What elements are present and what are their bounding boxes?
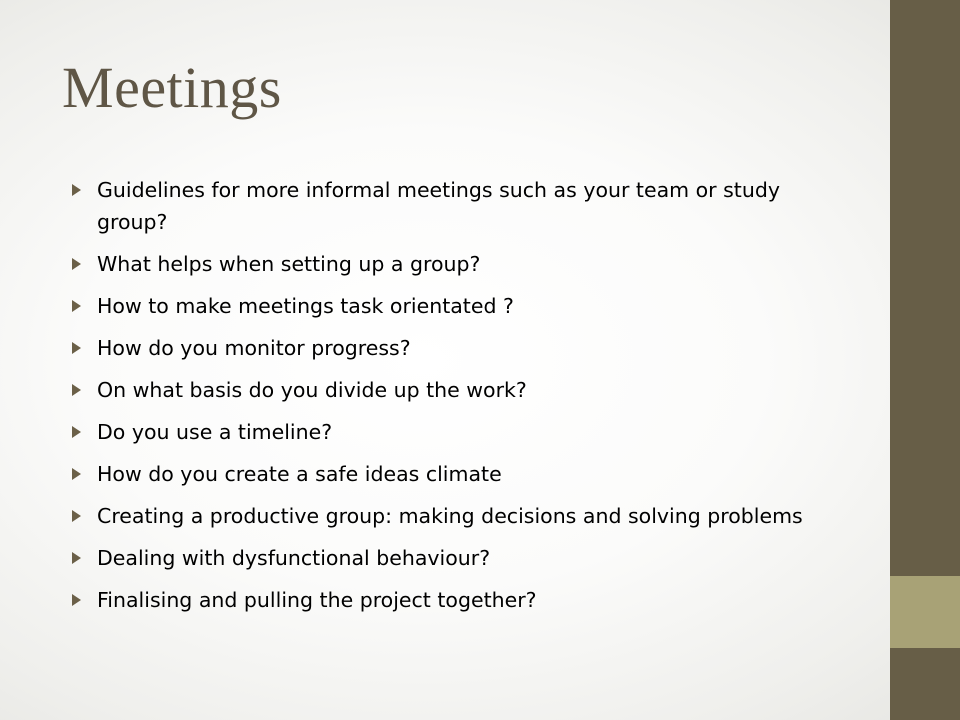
bullet-text: Finalising and pulling the project together? <box>97 588 537 612</box>
right-triangle-icon <box>72 258 81 270</box>
right-triangle-icon <box>72 552 81 564</box>
bullet-text: On what basis do you divide up the work? <box>97 378 527 402</box>
bullet-text: Dealing with dysfunctional behaviour? <box>97 546 491 570</box>
right-triangle-icon <box>72 384 81 396</box>
sidebar-decoration <box>890 0 960 720</box>
right-triangle-icon <box>72 510 81 522</box>
list-item <box>70 500 820 532</box>
sidebar-band-bottom <box>890 648 960 720</box>
sidebar-band-top <box>890 0 960 576</box>
right-triangle-icon <box>72 300 81 312</box>
bullet-text: Guidelines for more informal meetings such as your team or study group? <box>97 178 780 234</box>
list-item <box>70 542 820 574</box>
slide-title: Meetings <box>62 55 282 120</box>
bullet-list <box>70 174 820 626</box>
right-triangle-icon <box>72 594 81 606</box>
bullet-text: Do you use a timeline? <box>97 420 333 444</box>
bullet-text: How to make meetings task orientated ? <box>97 294 514 318</box>
bullet-text: How do you create a safe ideas climate <box>97 462 502 486</box>
right-triangle-icon <box>72 468 81 480</box>
list-item <box>70 458 820 490</box>
list-item <box>70 584 820 616</box>
bullet-text: What helps when setting up a group? <box>97 252 481 276</box>
sidebar-band-accent <box>890 576 960 648</box>
bullet-text: Creating a productive group: making decisions and solving problems <box>97 504 803 528</box>
list-item <box>70 374 820 406</box>
right-triangle-icon <box>72 342 81 354</box>
list-item <box>70 332 820 364</box>
right-triangle-icon <box>72 184 81 196</box>
list-item <box>70 248 820 280</box>
bullet-text: How do you monitor progress? <box>97 336 411 360</box>
list-item <box>70 416 820 448</box>
right-triangle-icon <box>72 426 81 438</box>
list-item <box>70 290 820 322</box>
list-item <box>70 174 820 238</box>
